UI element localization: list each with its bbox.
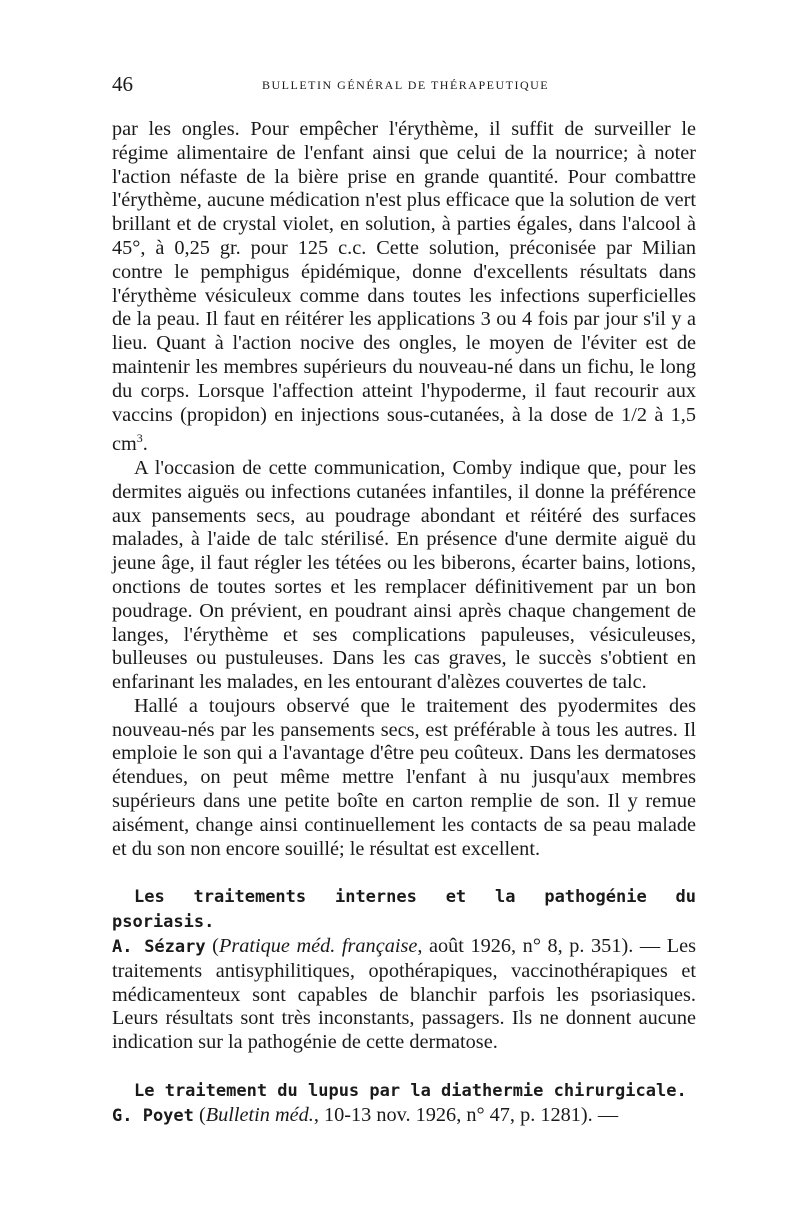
paragraph-continuation: [112, 118, 696, 457]
paragraph-comby: A l'occasion de cette communication, Comby indique que, pour les dermites aiguës ou infections cutanées infantiles, il donne la préférence aux pansements secs, au poudrage abondant et réitéré des surfaces malades, à l'aide de talc stérilisé. En présence d'une dermite aiguë du jeune âge, il faut régler les tétées ou les biberons, écarter bains, lotions, onctions de toutes sortes et les remplacer définitivement par un bon poudrage. On prévient, en poudrant ainsi après chaque changement de langes, l'érythème et ses complications papuleuses, vésiculeuses, bulleuses ou pustuleuses. Dans les cas graves, le succès s'obtient en enfarinant les malades, en les entourant d'alèzes couvertes de talc.: [112, 456, 696, 694]
article-citation: [112, 935, 696, 1055]
source-open: (: [193, 1103, 206, 1126]
source-open: (: [205, 935, 219, 958]
source-details: , 10-13 nov. 1926, n° 47, p. 1281). —: [313, 1103, 619, 1126]
article-heading: Les traitements internes et la pathogénie du psoriasis.: [112, 887, 696, 933]
article-lupus: [112, 1079, 696, 1129]
article-title: [112, 1079, 696, 1104]
article-author: A. Sézary: [112, 937, 206, 958]
paragraph-halle: Hallé a toujours observé que le traitement des pyodermites des nouveau-nés par les pansements secs, est préférable à tous les autres. Il emploie le son qui a l'avantage d'être peu coûteux. Dans les dermatoses étendues, on peut même mettre l'enfant à nu jusqu'aux membres supérieurs dans une petite boîte en carton remplie de son. Il y remue aisément, change ainsi continuellement les contacts de sa peau malade et du son non encore souillé; le résultat est excellent.: [112, 694, 696, 860]
document-body: [112, 118, 696, 1129]
running-head: BULLETIN GÉNÉRAL DE THÉRAPEUTIQUE: [262, 78, 550, 92]
paragraph-text: par les ongles. Pour empêcher l'érythème, il suffit de surveiller le régime alimentaire de l'enfant ainsi que celui de la nourrice; à noter l'action néfaste de la bière prise en grande quantité. Pour combattre l'érythème, aucune médication n'est plus efficace que la solution de vert brillant et de crystal violet, en solution, à parties égales, dans l'alcool à 45°, à 0,25 gr. pour 125 c.c. Cette solution, préconisée par Milian contre le pemphigus épidémique, donne d'excellents résultats dans l'érythème vésiculeux comme dans toutes les infections superficielles de la peau. Il faut en réitérer les applications 3 ou 4 fois par jour s'il y a lieu. Quant à l'action nocive des ongles, le moyen de l'éviter est de maintenir les membres supérieurs du nouveau-né dans un fichu, le long du corps. Lorsque l'affection atteint l'hypoderme, il faut recourir aux vaccins (propidon) en injections sous-cutanées, à la dose de 1/2 à 1,5 cm: [112, 118, 696, 456]
article-text: Les traitements antisyphilitiques, opothérapiques, vaccinothérapiques et médicamenteux sont capables de blanchir parfois les psoriasiques. Leurs résultats sont très inconstants, passagers. Ils ne donnent aucune indication sur la pathogénie de cette dermatose.: [112, 935, 696, 1054]
article-author: G. Poyet: [112, 1105, 194, 1126]
article-title: [112, 885, 696, 935]
source-details: , août 1926, n° 8, p. 351). —: [417, 935, 667, 958]
paragraph-end: .: [142, 433, 148, 456]
source-journal: Pratique méd. française: [218, 935, 418, 958]
article-heading: Le traitement du lupus par la diathermie chirurgicale.: [134, 1081, 687, 1102]
source-journal: Bulletin méd.: [205, 1103, 314, 1126]
article-citation: [112, 1104, 696, 1129]
superscript: 3: [136, 431, 143, 446]
page-header: [112, 72, 712, 96]
page-number: 46: [112, 72, 133, 96]
article-psoriasis: [112, 885, 696, 1055]
